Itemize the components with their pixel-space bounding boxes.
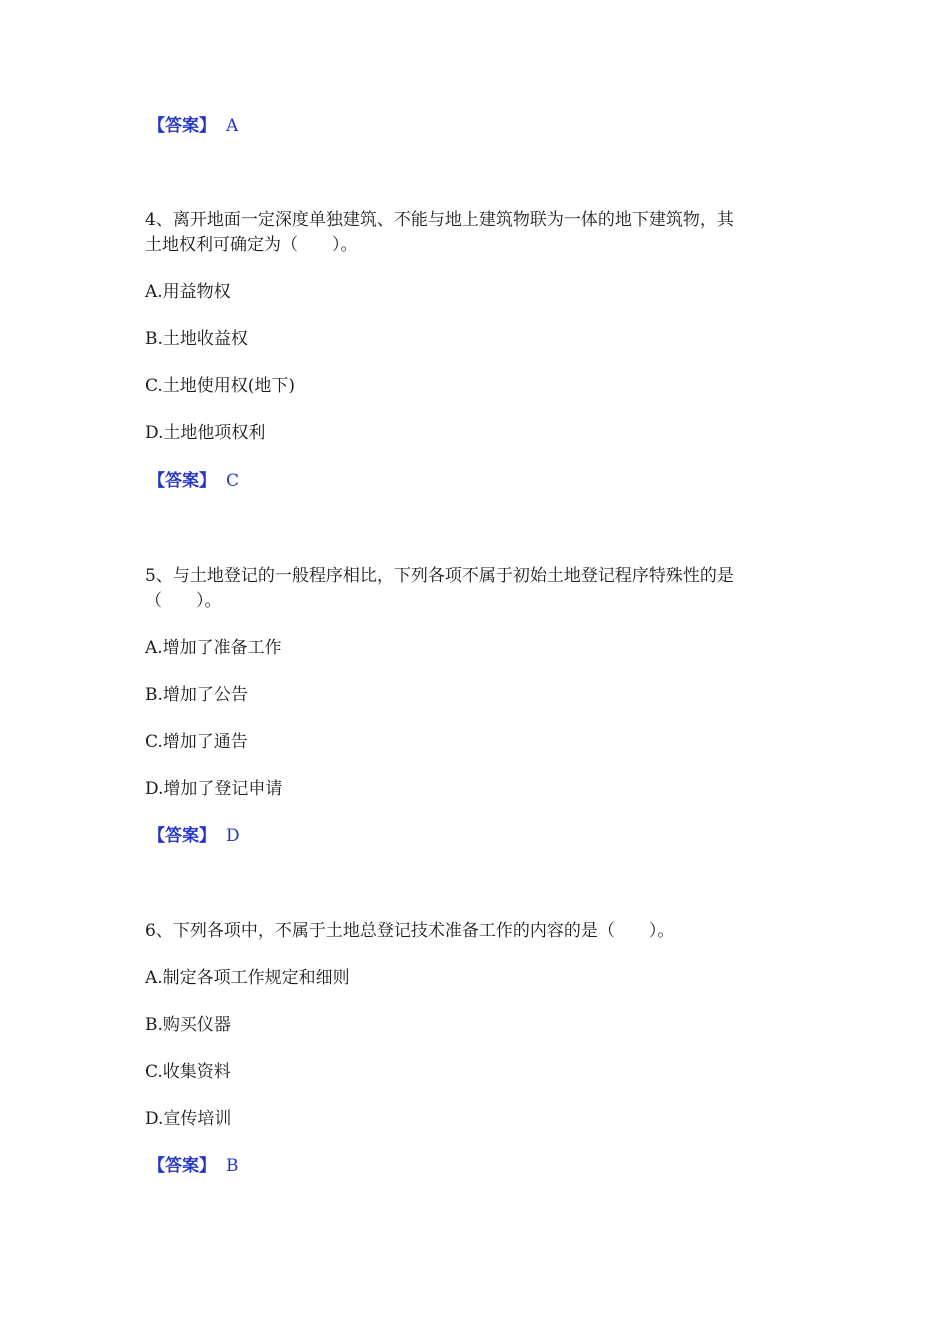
question-6-line-1: 6、下列各项中，不属于土地总登记技术准备工作的内容的是（ ）。 bbox=[145, 921, 675, 941]
question-4-option-d: D.土地他项权利 bbox=[145, 423, 266, 443]
question-6-option-b: B.购买仪器 bbox=[145, 1015, 231, 1035]
question-4-line-1: 4、离开地面一定深度单独建筑、不能与地上建筑物联为一体的地下建筑物，其 bbox=[145, 210, 734, 230]
question-5-line-2: （ ）。 bbox=[145, 591, 222, 611]
question-4-option-a: A.用益物权 bbox=[145, 282, 231, 302]
answer-value: A bbox=[226, 116, 239, 136]
question-4-option-c: C.土地使用权(地下) bbox=[145, 376, 296, 396]
question-5-option-d: D.增加了登记申请 bbox=[145, 779, 283, 799]
answer-label: 【答案】 bbox=[148, 471, 216, 491]
question-6-option-c: C.收集资料 bbox=[145, 1062, 231, 1082]
answer-label: 【答案】 bbox=[148, 826, 216, 846]
answer-label: 【答案】 bbox=[148, 116, 216, 136]
question-5-option-a: A.增加了准备工作 bbox=[145, 638, 282, 658]
answer-line bbox=[148, 114, 238, 138]
question-4-option-b: B.土地收益权 bbox=[145, 329, 248, 349]
question-5-option-c: C.增加了通告 bbox=[145, 732, 248, 752]
question-6-option-d: D.宣传培训 bbox=[145, 1109, 232, 1129]
answer-value: C bbox=[226, 471, 240, 491]
answer-line bbox=[148, 469, 239, 493]
answer-label: 【答案】 bbox=[148, 1156, 216, 1176]
question-5-option-b: B.增加了公告 bbox=[145, 685, 248, 705]
answer-line bbox=[148, 1154, 239, 1178]
question-6-option-a: A.制定各项工作规定和细则 bbox=[145, 968, 350, 988]
question-5-line-1: 5、与土地登记的一般程序相比，下列各项不属于初始土地登记程序特殊性的是 bbox=[145, 566, 734, 586]
answer-line bbox=[148, 824, 240, 848]
answer-value: D bbox=[226, 826, 240, 846]
answer-value: B bbox=[226, 1156, 239, 1176]
question-4-line-2: 土地权利可确定为（ ）。 bbox=[145, 235, 358, 255]
